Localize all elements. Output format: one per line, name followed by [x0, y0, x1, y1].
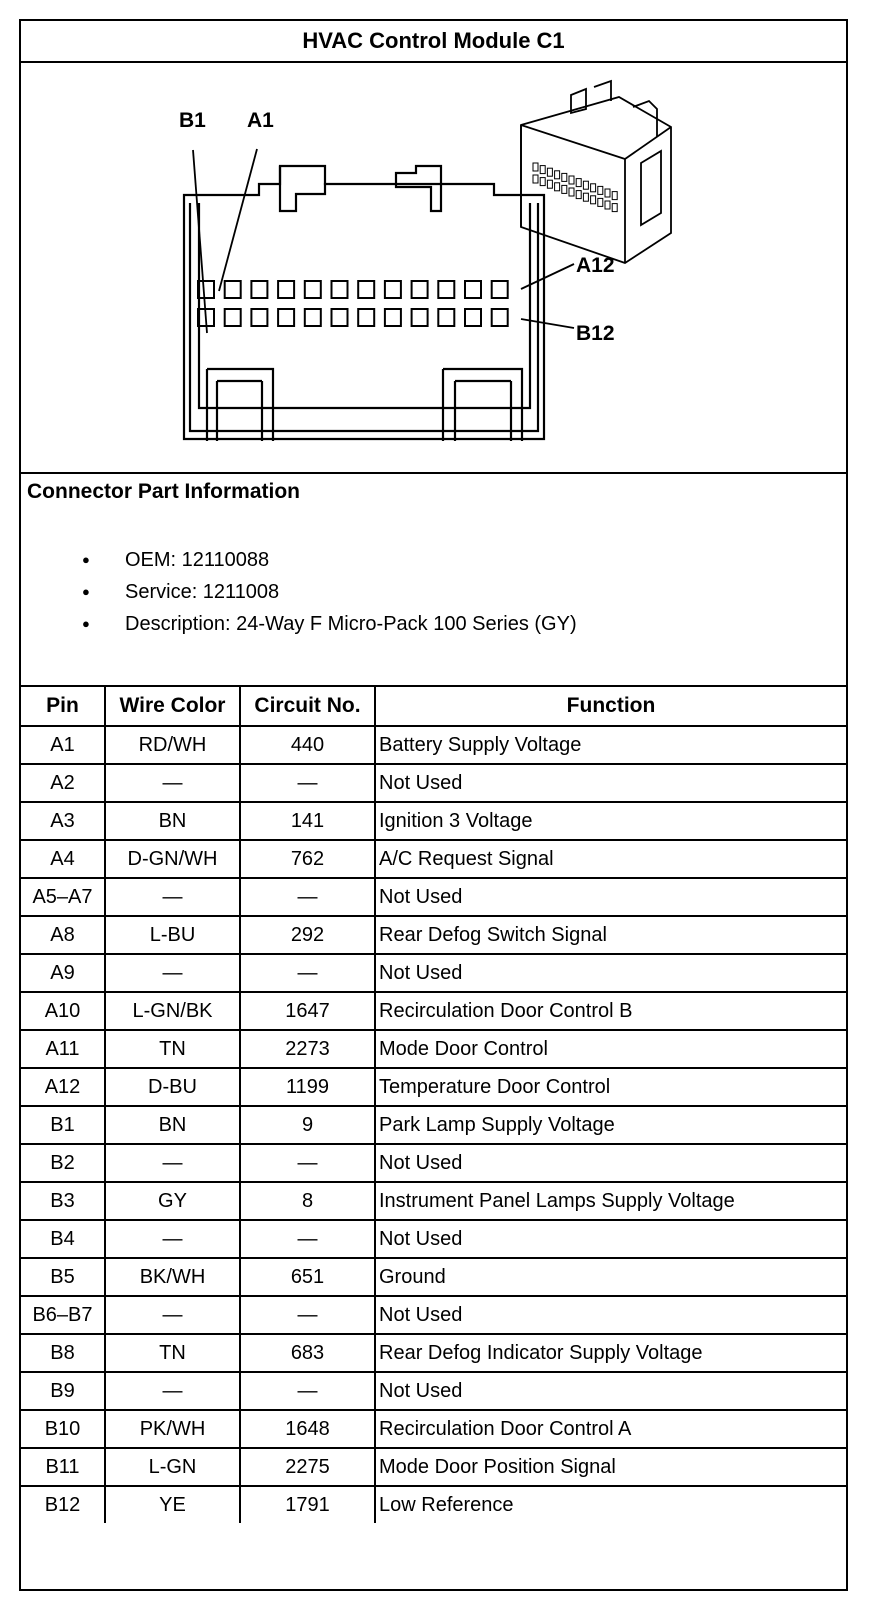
connector-sheet: [19, 19, 848, 1591]
info-item-description: ● Description: 24-Way F Micro-Pack 100 Series (GY): [27, 608, 846, 640]
function-cell: Low Reference: [375, 1486, 846, 1523]
wire-color-cell: YE: [105, 1486, 240, 1523]
circuit-cell: 8: [240, 1182, 375, 1220]
connector-diagram: [21, 63, 846, 474]
table-row: [21, 1030, 846, 1068]
header-wire-color: Wire Color: [105, 687, 240, 726]
iso-pin-cavity: [612, 192, 617, 200]
pin-cavity-a9: [412, 281, 428, 298]
iso-pin-cavity: [562, 185, 567, 193]
function-cell: Not Used: [375, 878, 846, 916]
iso-pin-cavity: [547, 168, 552, 176]
table-row: [21, 954, 846, 992]
circuit-cell: —: [240, 954, 375, 992]
circuit-cell: 1199: [240, 1068, 375, 1106]
info-list: [27, 544, 846, 640]
pin-cell: A1: [21, 726, 105, 764]
wire-color-cell: D-GN/WH: [105, 840, 240, 878]
wire-color-cell: —: [105, 1296, 240, 1334]
iso-pin-cavity: [540, 178, 545, 186]
circuit-cell: 1647: [240, 992, 375, 1030]
table-row: [21, 1106, 846, 1144]
iso-pin-cavity: [583, 181, 588, 189]
iso-pin-cavity: [547, 180, 552, 188]
iso-pin-cavity: [605, 201, 610, 209]
wire-color-cell: TN: [105, 1334, 240, 1372]
function-cell: Not Used: [375, 764, 846, 802]
function-cell: Battery Supply Voltage: [375, 726, 846, 764]
wire-color-cell: —: [105, 1144, 240, 1182]
table-row: [21, 1486, 846, 1523]
pin-cavity-b2: [225, 309, 241, 326]
function-cell: Temperature Door Control: [375, 1068, 846, 1106]
pin-cavity-a1: [198, 281, 214, 298]
pin-cavity-b12: [492, 309, 508, 326]
table-row: [21, 840, 846, 878]
left-latch: [280, 166, 325, 211]
pin-cavity-b3: [251, 309, 267, 326]
pin-cavity-b4: [278, 309, 294, 326]
table-row: [21, 1068, 846, 1106]
wire-color-cell: PK/WH: [105, 1410, 240, 1448]
iso-pin-cavity: [598, 186, 603, 194]
wire-color-cell: —: [105, 1220, 240, 1258]
iso-pin-cavity: [555, 171, 560, 179]
iso-pin-cavity: [540, 166, 545, 174]
label-b12: B12: [576, 322, 615, 345]
table-row: [21, 878, 846, 916]
wire-color-cell: TN: [105, 1030, 240, 1068]
table-row: [21, 1334, 846, 1372]
pin-cavity-b7: [358, 309, 374, 326]
pin-cavity-a8: [385, 281, 401, 298]
wire-color-cell: BN: [105, 1106, 240, 1144]
function-cell: Not Used: [375, 954, 846, 992]
pin-cell: A3: [21, 802, 105, 840]
pin-cavity-a2: [225, 281, 241, 298]
iso-pin-cavity: [569, 188, 574, 196]
table-row: [21, 916, 846, 954]
connector-part-information: [21, 474, 846, 687]
pin-cell: B5: [21, 1258, 105, 1296]
wire-color-cell: —: [105, 954, 240, 992]
pin-cell: B9: [21, 1372, 105, 1410]
table-row: [21, 992, 846, 1030]
table-row: [21, 1372, 846, 1410]
circuit-cell: 9: [240, 1106, 375, 1144]
pin-cell: B1: [21, 1106, 105, 1144]
pin-cavity-b6: [332, 309, 348, 326]
circuit-cell: —: [240, 878, 375, 916]
function-cell: Recirculation Door Control B: [375, 992, 846, 1030]
pin-cell: A8: [21, 916, 105, 954]
pin-cell: A5–A7: [21, 878, 105, 916]
pin-cavity-a10: [438, 281, 454, 298]
pin-cavity-a6: [332, 281, 348, 298]
wire-color-cell: D-BU: [105, 1068, 240, 1106]
label-a12: A12: [576, 254, 615, 277]
circuit-cell: 683: [240, 1334, 375, 1372]
pin-cavity-a4: [278, 281, 294, 298]
function-cell: Mode Door Control: [375, 1030, 846, 1068]
function-cell: Not Used: [375, 1220, 846, 1258]
pin-cavity-b11: [465, 309, 481, 326]
wire-color-cell: —: [105, 878, 240, 916]
connector-body-inner: [190, 203, 538, 431]
right-latch: [396, 166, 441, 211]
wire-color-cell: BK/WH: [105, 1258, 240, 1296]
label-b1: B1: [179, 109, 206, 132]
header-pin: Pin: [21, 687, 105, 726]
wire-color-cell: L-BU: [105, 916, 240, 954]
function-cell: Not Used: [375, 1372, 846, 1410]
wire-color-cell: L-GN/BK: [105, 992, 240, 1030]
wire-color-cell: RD/WH: [105, 726, 240, 764]
wire-color-cell: BN: [105, 802, 240, 840]
pin-cavity-b10: [438, 309, 454, 326]
table-header-row: [21, 687, 846, 726]
function-cell: Park Lamp Supply Voltage: [375, 1106, 846, 1144]
circuit-cell: 762: [240, 840, 375, 878]
pin-cavity-a3: [251, 281, 267, 298]
function-cell: Not Used: [375, 1296, 846, 1334]
wire-color-cell: L-GN: [105, 1448, 240, 1486]
pin-cell: B2: [21, 1144, 105, 1182]
table-row: [21, 1410, 846, 1448]
iso-pin-cavity: [555, 183, 560, 191]
pin-cell: B11: [21, 1448, 105, 1486]
function-cell: Rear Defog Switch Signal: [375, 916, 846, 954]
page-title: HVAC Control Module C1: [21, 21, 846, 63]
table-row: [21, 1144, 846, 1182]
circuit-cell: 651: [240, 1258, 375, 1296]
iso-pin-cavity: [612, 204, 617, 212]
pin-cavity-a12: [492, 281, 508, 298]
pin-cell: B8: [21, 1334, 105, 1372]
info-heading: Connector Part Information: [27, 480, 301, 503]
pin-cell: B4: [21, 1220, 105, 1258]
table-row: [21, 726, 846, 764]
header-function: Function: [375, 687, 846, 726]
circuit-cell: —: [240, 1144, 375, 1182]
iso-pin-cavity: [533, 175, 538, 183]
function-cell: Mode Door Position Signal: [375, 1448, 846, 1486]
table-row: [21, 764, 846, 802]
pin-cavity-b5: [305, 309, 321, 326]
function-cell: Not Used: [375, 1144, 846, 1182]
pin-cell: B10: [21, 1410, 105, 1448]
connector-isometric-view: [521, 81, 671, 263]
table-row: [21, 1258, 846, 1296]
circuit-cell: —: [240, 764, 375, 802]
a1-leader: [219, 149, 257, 291]
function-cell: Ignition 3 Voltage: [375, 802, 846, 840]
circuit-cell: 1648: [240, 1410, 375, 1448]
circuit-cell: 440: [240, 726, 375, 764]
circuit-cell: 141: [240, 802, 375, 840]
function-cell: A/C Request Signal: [375, 840, 846, 878]
iso-pin-cavity: [576, 191, 581, 199]
pin-cell: A11: [21, 1030, 105, 1068]
pin-cell: B12: [21, 1486, 105, 1523]
iso-pin-cavity: [583, 193, 588, 201]
pin-cell: A4: [21, 840, 105, 878]
wire-color-cell: —: [105, 1372, 240, 1410]
connector-face-drawing: [21, 63, 846, 472]
function-cell: Instrument Panel Lamps Supply Voltage: [375, 1182, 846, 1220]
iso-pin-cavity: [591, 184, 596, 192]
table-row: [21, 1220, 846, 1258]
wire-color-cell: —: [105, 764, 240, 802]
function-cell: Rear Defog Indicator Supply Voltage: [375, 1334, 846, 1372]
circuit-cell: —: [240, 1372, 375, 1410]
circuit-cell: 292: [240, 916, 375, 954]
iso-pin-cavity: [562, 173, 567, 181]
table-row: [21, 1296, 846, 1334]
iso-pin-cavity: [591, 196, 596, 204]
header-circuit-no: Circuit No.: [240, 687, 375, 726]
circuit-cell: 1791: [240, 1486, 375, 1523]
function-cell: Recirculation Door Control A: [375, 1410, 846, 1448]
circuit-cell: 2273: [240, 1030, 375, 1068]
pin-cell: A2: [21, 764, 105, 802]
function-cell: Ground: [375, 1258, 846, 1296]
connector-body-outline: [184, 166, 544, 439]
info-item-service: ● Service: 1211008: [27, 576, 846, 608]
pin-cell: B3: [21, 1182, 105, 1220]
iso-pin-cavity: [576, 179, 581, 187]
table-row: [21, 1448, 846, 1486]
table-row: [21, 1182, 846, 1220]
pin-cavity-a5: [305, 281, 321, 298]
pin-cavity-a11: [465, 281, 481, 298]
pin-cell: A10: [21, 992, 105, 1030]
circuit-cell: —: [240, 1220, 375, 1258]
pin-cavity-a7: [358, 281, 374, 298]
info-item-oem: ● OEM: 12110088: [27, 544, 846, 576]
iso-pin-cavity: [533, 163, 538, 171]
pin-cell: A9: [21, 954, 105, 992]
pin-cavity-b9: [412, 309, 428, 326]
circuit-cell: 2275: [240, 1448, 375, 1486]
iso-pin-cavity: [598, 198, 603, 206]
pin-cell: B6–B7: [21, 1296, 105, 1334]
iso-pin-cavity: [569, 176, 574, 184]
wire-color-cell: GY: [105, 1182, 240, 1220]
pin-cavity-b8: [385, 309, 401, 326]
table-row: [21, 802, 846, 840]
circuit-cell: —: [240, 1296, 375, 1334]
pin-cell: A12: [21, 1068, 105, 1106]
label-a1: A1: [247, 109, 274, 132]
pinout-table: [21, 687, 846, 1523]
iso-pin-cavity: [605, 189, 610, 197]
